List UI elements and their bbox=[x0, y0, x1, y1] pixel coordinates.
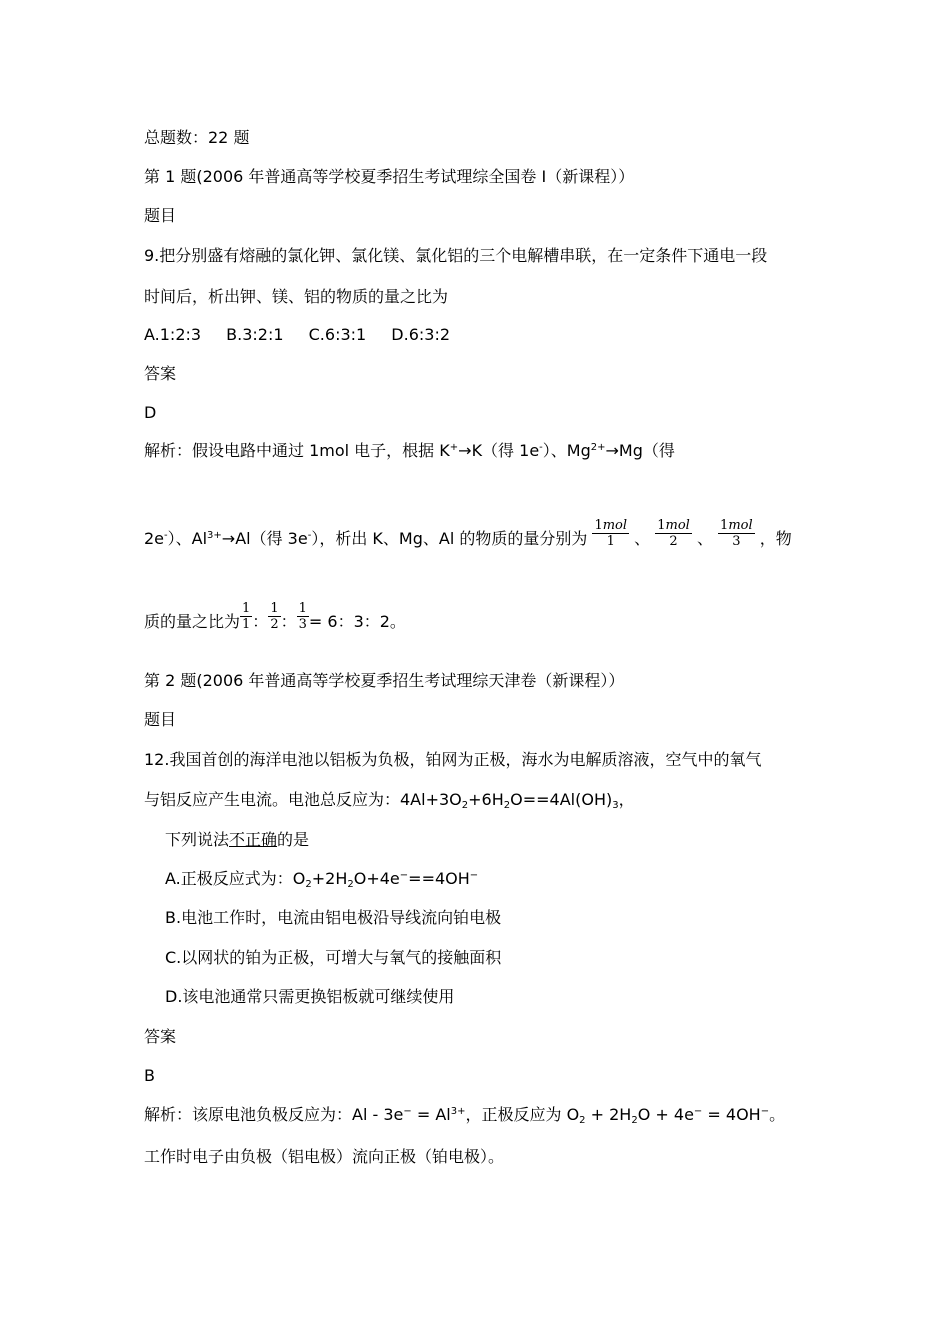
fraction-mol-2: $\frac{\text{1mol}}{2}$ bbox=[657, 518, 690, 549]
q2-option-b: B.电池工作时，电流由铝电极沿导线流向铂电极 bbox=[165, 908, 502, 927]
q2-analysis-line2: 工作时电子由负极（铝电极）流向正极（铂电极）。 bbox=[144, 1147, 505, 1166]
fraction-mol-1: $\frac{\text{1mol}}{1}$ bbox=[594, 518, 628, 549]
q1-analysis-line3: 质的量之比为 $\frac{1}{1}$ ： $\frac{1}{2}$ ： $\frac{1}{3}$ = 6：3：2。 bbox=[144, 601, 406, 632]
q2-option-d: D.该电池通常只需更换铝板就可继续使用 bbox=[165, 987, 455, 1006]
q2-header: 第 2 题(2006 年普通高等学校夏季招生考试理综天津卷（新课程）） bbox=[144, 671, 625, 690]
q2-question-label: 题目 bbox=[144, 710, 177, 729]
total-question-count: 总题数：22 题 bbox=[144, 128, 250, 147]
q2-answer: B bbox=[144, 1066, 155, 1085]
fraction-ratio-2: $\frac{1}{2}$ bbox=[270, 601, 279, 632]
q1-stem-line2: 时间后，析出钾、镁、铝的物质的量之比为 bbox=[144, 287, 449, 306]
q2-option-c: C.以网状的铂为正极，可增大与氧气的接触面积 bbox=[165, 948, 502, 967]
q2-prompt: 下列说法不正确的是 bbox=[165, 830, 310, 849]
q2-analysis-line1: 解析：该原电池负极反应为：$Al - 3e^- = Al^{3+}$，正极反应为 $O_2 + 2H_2O + 4e^- = 4OH^-$。 bbox=[144, 1105, 786, 1126]
q2-stem-line1: 12.我国首创的海洋电池以铝板为负极，铂网为正极，海水为电解质溶液，空气中的氧气 bbox=[144, 750, 762, 769]
fraction-ratio-1: $\frac{1}{1}$ bbox=[242, 601, 251, 632]
underlined-not-correct: 不正确 bbox=[229, 830, 278, 849]
q2-option-a: A.正极反应式为：$O_2+2H_2O+4e^-==4OH^-$ bbox=[165, 869, 479, 890]
q1-question-label: 题目 bbox=[144, 206, 177, 225]
q1-header: 第 1 题(2006 年普通高等学校夏季招生考试理综全国卷 I（新课程）） bbox=[144, 167, 635, 186]
q2-stem-line2: 与铝反应产生电流。电池总反应为：$4Al+3O_2+6H_2O==4Al(OH)_3$， bbox=[144, 790, 635, 811]
q1-answer: D bbox=[144, 403, 157, 422]
q1-options: A.1:2:3 B.3:2:1 C.6:3:1 D.6:3:2 bbox=[144, 325, 451, 344]
fraction-ratio-3: $\frac{1}{3}$ bbox=[298, 601, 307, 632]
q1-answer-label: 答案 bbox=[144, 364, 177, 383]
q1-analysis-line1: 解析：假设电路中通过 1mol 电子，根据 K+→K（得 1e-）、$Mg^{2+}\to Mg$（得 bbox=[144, 441, 675, 460]
fraction-mol-3: $\frac{\text{1mol}}{3}$ bbox=[720, 518, 753, 549]
q2-answer-label: 答案 bbox=[144, 1027, 177, 1046]
q1-stem-line1: 9.把分别盛有熔融的氯化钾、氯化镁、氯化铝的三个电解槽串联，在一定条件下通电一段 bbox=[144, 246, 768, 265]
q1-analysis-line2: 2e-）、$Al^{3+}\to Al$（得 3e-），析出 K、Mg、Al 的物质的量分别为 $\frac{\text{1mol}}{1}$ 、 $\frac{\text{1mol}}{2}$ 、 $\frac{\text{1mol}}{3}$ ，物 bbox=[144, 518, 792, 549]
